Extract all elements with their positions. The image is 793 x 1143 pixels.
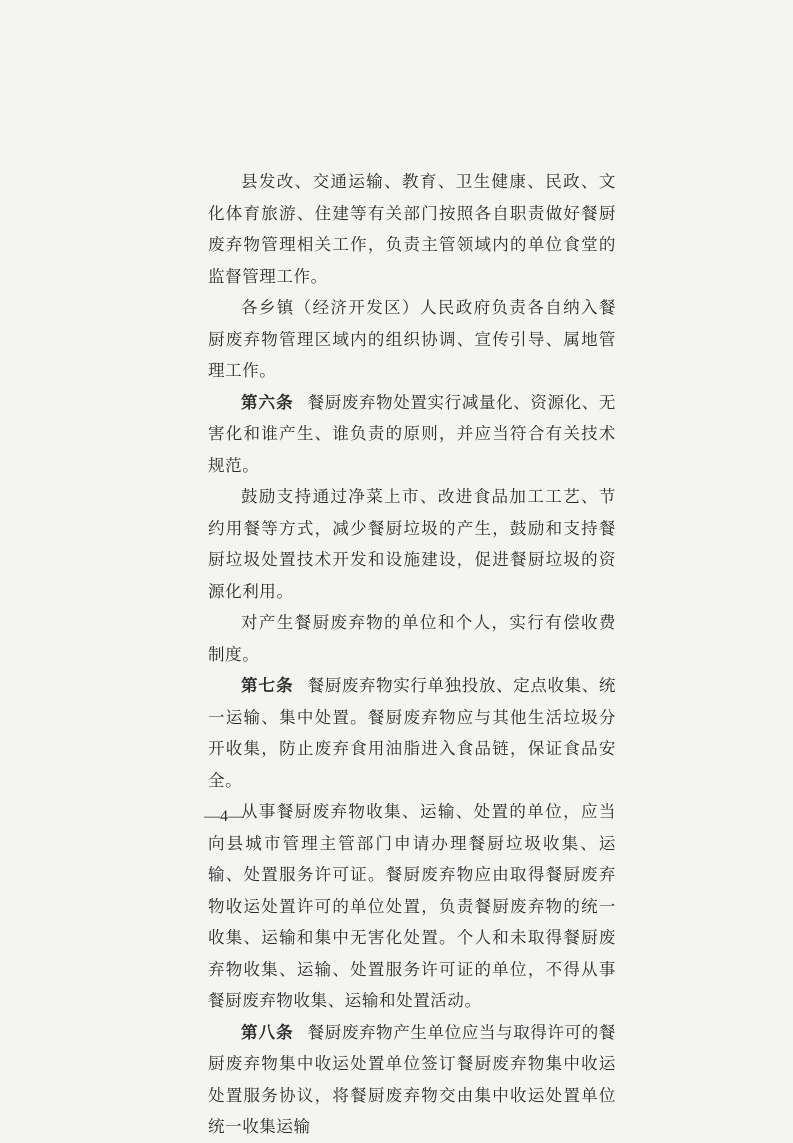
paragraph-text: 鼓励支持通过净菜上市、改进食品加工工艺、节约用餐等方式，减少餐厨垃圾的产生，鼓励和支持餐厨垃圾处置技术开发和设施建设，促进餐厨垃圾的资源化利用。 — [208, 487, 616, 601]
paragraph-text: 从事餐厨废弃物收集、运输、处置的单位，应当向县城市管理主管部门申请办理餐厨垃圾收集、运输、处置服务许可证。餐厨废弃物应由取得餐厨废弃物收运处置许可的单位处置，负责餐厨废弃物的统一收集、运输和集中无害化处置。个人和未取得餐厨废弃物收集、运输、处置服务许可证的单位，不得从事餐厨废弃物收集、运输和处置活动。 — [208, 802, 616, 1010]
paragraph-text: 餐厨废弃物处置实行减量化、资源化、无害化和谁产生、谁负责的原则，并应当符合有关技术规范。 — [208, 392, 616, 475]
article-6 — [208, 387, 616, 482]
article-label: 第七条 — [241, 676, 294, 695]
paragraph-fees — [208, 607, 616, 670]
article-label: 第六条 — [241, 392, 294, 412]
article-8 — [208, 1017, 616, 1143]
paragraph-encourage — [208, 481, 616, 607]
body-text — [208, 166, 616, 1143]
paragraph-text: 餐厨废弃物实行单独投放、定点收集、统一运输、集中处置。餐厨废弃物应与其他生活垃圾分开收集，防止废弃食用油脂进入食品链，保证食品安全。 — [208, 676, 616, 790]
paragraph-text: 各乡镇（经济开发区）人民政府负责各自纳入餐厨废弃物管理区域内的组织协调、宣传引导、属地管理工作。 — [208, 298, 616, 380]
paragraph-permits — [208, 796, 616, 1017]
paragraph-text: 对产生餐厨废弃物的单位和个人，实行有偿收费制度。 — [208, 613, 616, 664]
paragraph-text: 餐厨废弃物产生单位应当与取得许可的餐厨废弃物集中收运处置单位签订餐厨废弃物集中收运处置服务协议，将餐厨废弃物交由集中收运处置单位统一收集运输 — [208, 1022, 616, 1136]
paragraph-text: 县发改、交通运输、教育、卫生健康、民政、文化体育旅游、住建等有关部门按照各自职责做好餐厨废弃物管理相关工作，负责主管领域内的单位食堂的监督管理工作。 — [208, 172, 616, 286]
article-7 — [208, 670, 616, 796]
page-number: —4— — [204, 808, 244, 825]
article-label: 第八条 — [241, 1022, 294, 1042]
paragraph-township-duties — [208, 292, 616, 387]
paragraph-dept-duties — [208, 166, 616, 292]
